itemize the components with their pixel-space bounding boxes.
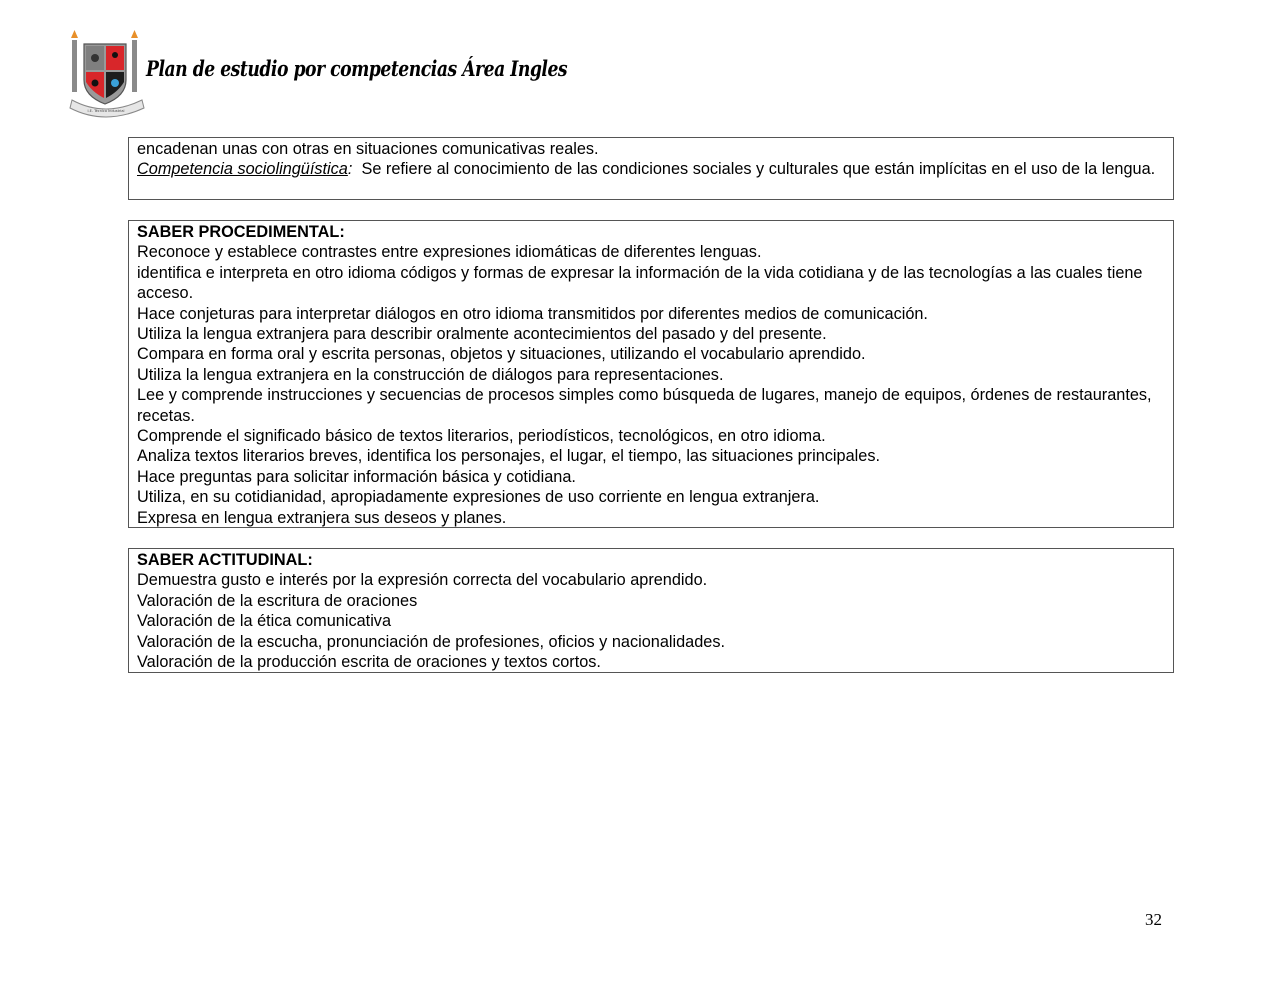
list-item: Hace conjeturas para interpretar diálogos en otro idioma transmitidos por diferentes medios de comunicación.	[137, 304, 928, 323]
competencia-text-box	[128, 137, 1174, 200]
term-colon: :	[347, 160, 353, 179]
list-item: Hace preguntas para solicitar información básica y cotidiana.	[137, 467, 576, 486]
paragraph-continuation: encadenan unas con otras en situaciones comunicativas reales.	[137, 140, 599, 158]
list-item: Valoración de la producción escrita de oraciones y textos cortos.	[137, 653, 601, 672]
list-item: Compara en forma oral y escrita personas, objetos y situaciones, utilizando el vocabulario aprendido.	[137, 345, 866, 364]
school-crest-logo	[66, 28, 148, 120]
section-heading: SABER ACTITUDINAL:	[137, 551, 313, 569]
term-definition: Se refiere al conocimiento de las condiciones sociales y culturales que están implícitas en el uso de la lengua.	[352, 160, 1156, 179]
svg-text:I.E. Técnico Industrial: I.E. Técnico Industrial	[87, 109, 125, 113]
section-heading: SABER PROCEDIMENTAL:	[137, 223, 345, 241]
list-item: Comprende el significado básico de textos literarios, periodísticos, tecnológicos, en otro idioma.	[137, 427, 826, 446]
saber-procedimental-box	[128, 220, 1174, 528]
list-item: Demuestra gusto e interés por la expresión correcta del vocabulario aprendido.	[137, 571, 708, 590]
sociolinguistic-paragraph	[137, 159, 1165, 179]
page-number: 32	[1145, 910, 1162, 929]
list-item: Utiliza la lengua extranjera en la construcción de diálogos para representaciones.	[137, 365, 724, 384]
list-item: Valoración de la escritura de oraciones	[137, 591, 418, 610]
list-item: Expresa en lengua extranjera sus deseos y planes.	[137, 508, 507, 527]
term-competencia-sociolinguistica: Competencia sociolingüística	[137, 160, 348, 179]
list-item: Valoración de la ética comunicativa	[137, 612, 392, 631]
saber-actitudinal-box	[128, 548, 1174, 673]
list-item: Analiza textos literarios breves, identifica los personajes, el lugar, el tiempo, las situaciones principales.	[137, 447, 880, 466]
list-item: Utiliza la lengua extranjera para describir oralmente acontecimientos del pasado y del presente.	[137, 325, 827, 344]
list-item: identifica e interpreta en otro idioma códigos y formas de expresar la información de la vida cotidiana y de las tecnologías a las cuales tiene acceso.	[137, 263, 1143, 303]
document-title: Plan de estudio por competencias Área Ingles	[146, 56, 568, 81]
list-item: Reconoce y establece contrastes entre expresiones idiomáticas de diferentes lenguas.	[137, 243, 762, 262]
list-item: Valoración de la escucha, pronunciación de profesiones, oficios y nacionalidades.	[137, 632, 726, 651]
list-item: Utiliza, en su cotidianidad, apropiadamente expresiones de uso corriente en lengua extranjera.	[137, 488, 820, 507]
page-header	[66, 28, 666, 120]
list-item: Lee y comprende instrucciones y secuencias de procesos simples como búsqueda de lugares, manejo de equipos, órdenes de restaurantes, recetas.	[137, 386, 1152, 425]
